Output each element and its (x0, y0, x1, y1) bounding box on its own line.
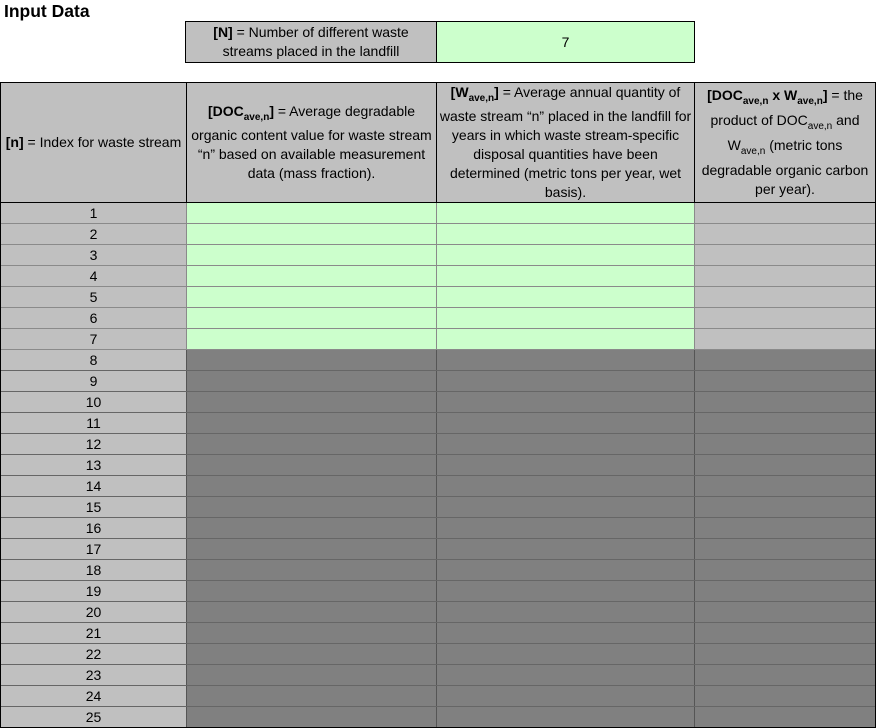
product-value (695, 245, 875, 265)
doc-input (187, 476, 437, 496)
doc-input (187, 413, 437, 433)
wave-input[interactable] (437, 287, 695, 307)
doc-input[interactable] (187, 287, 437, 307)
product-value (695, 665, 875, 685)
doc-input (187, 560, 437, 580)
doc-input (187, 644, 437, 664)
product-value (695, 455, 875, 475)
wave-input[interactable] (437, 245, 695, 265)
wave-input (437, 707, 695, 727)
row-index: 18 (1, 560, 187, 580)
row-index: 9 (1, 371, 187, 391)
table-row (1, 644, 875, 665)
table-row (1, 560, 875, 581)
doc-input (187, 707, 437, 727)
doc-input (187, 392, 437, 412)
row-index: 12 (1, 434, 187, 454)
row-index: 25 (1, 707, 187, 727)
doc-input (187, 434, 437, 454)
table-row (1, 497, 875, 518)
doc-input (187, 371, 437, 391)
product-value (695, 476, 875, 496)
product-value (695, 581, 875, 601)
product-value (695, 350, 875, 370)
table-row (1, 686, 875, 707)
product-value (695, 224, 875, 244)
wave-input (437, 581, 695, 601)
table-row (1, 245, 875, 266)
wave-input (437, 560, 695, 580)
stream-count-text: = Number of different waste streams placed in the landfill (222, 24, 409, 59)
wave-input (437, 455, 695, 475)
header-index: [n] = Index for waste stream (1, 83, 187, 202)
table-row (1, 203, 875, 224)
product-value (695, 287, 875, 307)
table-row (1, 434, 875, 455)
product-value (695, 203, 875, 223)
wave-input (437, 665, 695, 685)
doc-input (187, 518, 437, 538)
table-row (1, 371, 875, 392)
product-value (695, 539, 875, 559)
wave-input (437, 371, 695, 391)
table-body (1, 203, 875, 727)
table-row (1, 287, 875, 308)
product-value (695, 392, 875, 412)
table-row (1, 350, 875, 371)
row-index: 22 (1, 644, 187, 664)
product-value (695, 266, 875, 286)
row-index: 7 (1, 329, 187, 349)
stream-count-table (185, 21, 695, 63)
doc-input (187, 455, 437, 475)
wave-input (437, 350, 695, 370)
product-value (695, 644, 875, 664)
table-row (1, 224, 875, 245)
table-row (1, 665, 875, 686)
row-index: 24 (1, 686, 187, 706)
table-header-row (1, 83, 875, 203)
header-product: [$DOC_{ave,n}$ x $W_{ave,n}$] = the product of $DOC_{ave,n}$ and $W_{ave,n}$ (metric tons degradable organic carbon per year). (695, 83, 875, 202)
table-row (1, 602, 875, 623)
row-index: 3 (1, 245, 187, 265)
row-index: 17 (1, 539, 187, 559)
doc-input[interactable] (187, 224, 437, 244)
table-row (1, 413, 875, 434)
wave-input (437, 602, 695, 622)
doc-input (187, 623, 437, 643)
product-value (695, 623, 875, 643)
product-value (695, 686, 875, 706)
row-index: 15 (1, 497, 187, 517)
row-index: 23 (1, 665, 187, 685)
header-wave: $[W_{ave,n}]$ = Average annual quantity of waste stream “n” placed in the landfill for years in which waste stream-specific disposal quantities have been determined (metric tons per year, wet basis). (437, 83, 695, 202)
doc-input (187, 539, 437, 559)
wave-input (437, 539, 695, 559)
row-index: 14 (1, 476, 187, 496)
table-row (1, 623, 875, 644)
wave-input (437, 518, 695, 538)
stream-count-input[interactable]: 7 (437, 22, 694, 62)
row-index: 10 (1, 392, 187, 412)
table-row (1, 539, 875, 560)
product-value (695, 602, 875, 622)
row-index: 16 (1, 518, 187, 538)
doc-input (187, 497, 437, 517)
doc-input (187, 686, 437, 706)
row-index: 13 (1, 455, 187, 475)
doc-input (187, 602, 437, 622)
product-value (695, 434, 875, 454)
row-index: 6 (1, 308, 187, 328)
table-row (1, 707, 875, 727)
doc-input[interactable] (187, 266, 437, 286)
header-doc: $[DOC_{ave,n}]$ = Average degradable organic content value for waste stream “n” based on available measurement data (mass fraction). (187, 83, 437, 202)
table-row (1, 518, 875, 539)
wave-input (437, 434, 695, 454)
wave-input (437, 392, 695, 412)
stream-count-symbol: [N] (213, 24, 233, 40)
product-value (695, 308, 875, 328)
product-value (695, 371, 875, 391)
product-value (695, 518, 875, 538)
product-value (695, 707, 875, 727)
row-index: 20 (1, 602, 187, 622)
doc-input[interactable] (187, 329, 437, 349)
doc-input[interactable] (187, 245, 437, 265)
doc-input (187, 581, 437, 601)
wave-input[interactable] (437, 224, 695, 244)
product-value (695, 497, 875, 517)
table-row (1, 308, 875, 329)
product-value (695, 413, 875, 433)
wave-input (437, 413, 695, 433)
table-row (1, 581, 875, 602)
row-index: 21 (1, 623, 187, 643)
doc-input[interactable] (187, 308, 437, 328)
wave-input[interactable] (437, 203, 695, 223)
table-row (1, 455, 875, 476)
table-row (1, 329, 875, 350)
wave-input (437, 623, 695, 643)
product-value (695, 329, 875, 349)
row-index: 4 (1, 266, 187, 286)
row-index: 8 (1, 350, 187, 370)
stream-count-label (186, 22, 437, 62)
wave-input (437, 476, 695, 496)
row-index: 2 (1, 224, 187, 244)
doc-input (187, 665, 437, 685)
product-value (695, 560, 875, 580)
wave-input (437, 686, 695, 706)
row-index: 19 (1, 581, 187, 601)
table-row (1, 266, 875, 287)
wave-input[interactable] (437, 329, 695, 349)
wave-input[interactable] (437, 308, 695, 328)
wave-input[interactable] (437, 266, 695, 286)
doc-input (187, 350, 437, 370)
row-index: 1 (1, 203, 187, 223)
wave-input (437, 497, 695, 517)
table-row (1, 392, 875, 413)
table-row (1, 476, 875, 497)
page-title: Input Data (4, 1, 90, 21)
waste-stream-table (0, 82, 876, 728)
row-index: 5 (1, 287, 187, 307)
doc-input[interactable] (187, 203, 437, 223)
row-index: 11 (1, 413, 187, 433)
wave-input (437, 644, 695, 664)
